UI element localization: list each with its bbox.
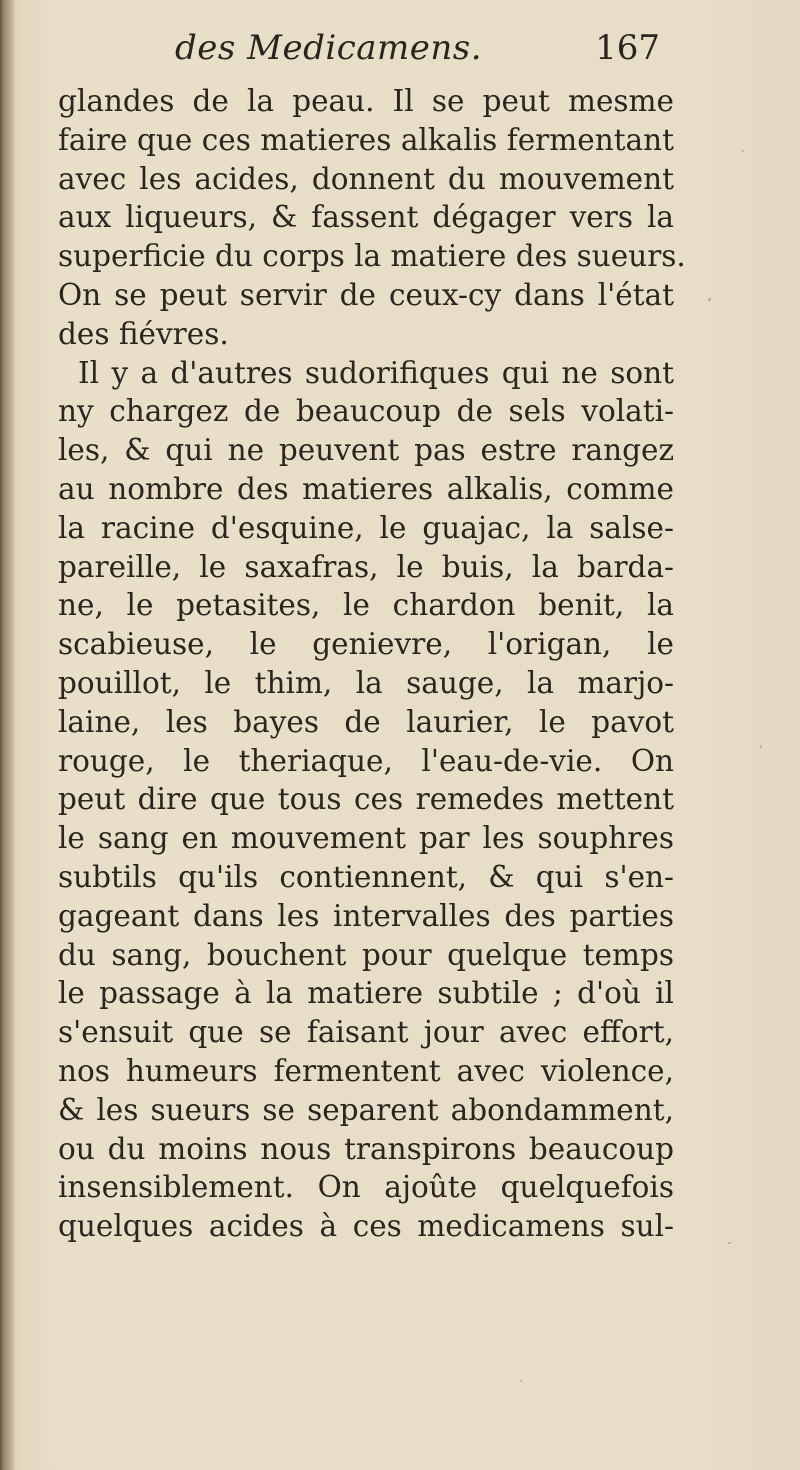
paper-speck: [708, 298, 711, 301]
text-line: gageant dans les intervalles des parties: [58, 898, 674, 933]
text-line: laine, les bayes de laurier, le pavot: [58, 704, 674, 739]
text-line: pareille, le saxafras, le buis, la barda-: [58, 549, 674, 584]
text-line: glandes de la peau. Il se peut mesme: [58, 84, 674, 118]
text-line: s'ensuit que se faisant jour avec effort,: [58, 1015, 674, 1050]
text-line: Il y a d'autres sudorifiques qui ne sont: [78, 355, 674, 390]
text-line: le passage à la matiere subtile ; d'où il: [58, 976, 674, 1011]
text-line: insensiblement. On ajoûte quelquefois: [58, 1170, 674, 1205]
text-line: les, & qui ne peuvent pas estre rangez: [58, 433, 674, 468]
running-head: des Medicamens.: [175, 28, 483, 68]
text-line: au nombre des matieres alkalis, comme: [58, 471, 674, 506]
text-line: rouge, le theriaque, l'eau-de-vie. On: [58, 743, 674, 778]
paper-speck: [520, 1380, 522, 1382]
paper-speck: [760, 745, 762, 748]
text-line: aux liqueurs, & fassent dégager vers la: [58, 200, 674, 235]
text-line: du sang, bouchent pour quelque temps: [58, 937, 674, 972]
text-line: peut dire que tous ces remedes mettent: [58, 782, 674, 817]
page-header: [60, 28, 660, 78]
paper-speck: [742, 150, 744, 152]
text-line: pouillot, le thim, la sauge, la marjo-: [58, 665, 674, 700]
text-line: quelques acides à ces medicamens sul-: [58, 1209, 674, 1244]
page-number: 167: [595, 28, 660, 68]
text-line: ou du moins nous transpirons beaucoup: [58, 1131, 674, 1166]
text-line: subtils qu'ils contiennent, & qui s'en-: [58, 859, 674, 894]
text-line: On se peut servir de ceux-cy dans l'état: [58, 277, 674, 312]
text-line: nos humeurs fermentent avec violence,: [58, 1053, 674, 1088]
text-line: superficie du corps la matiere des sueurs.: [58, 239, 686, 274]
paper-speck: [728, 1242, 731, 1244]
text-line: des fiévres.: [58, 316, 229, 351]
text-line: le sang en mouvement par les souphres: [58, 821, 674, 856]
text-line: la racine d'esquine, le guajac, la salse-: [58, 510, 674, 545]
text-line: faire que ces matieres alkalis fermentant: [58, 122, 674, 157]
text-line: avec les acides, donnent du mouvement: [58, 161, 674, 196]
text-line: scabieuse, le genievre, l'origan, le: [58, 627, 674, 662]
text-line: & les sueurs se separent abondamment,: [58, 1092, 674, 1127]
text-line: ny chargez de beaucoup de sels volati-: [58, 394, 674, 429]
binding-gutter: [0, 0, 14, 1470]
text-line: ne, le petasites, le chardon benit, la: [58, 588, 674, 623]
body-text: [58, 82, 686, 1322]
